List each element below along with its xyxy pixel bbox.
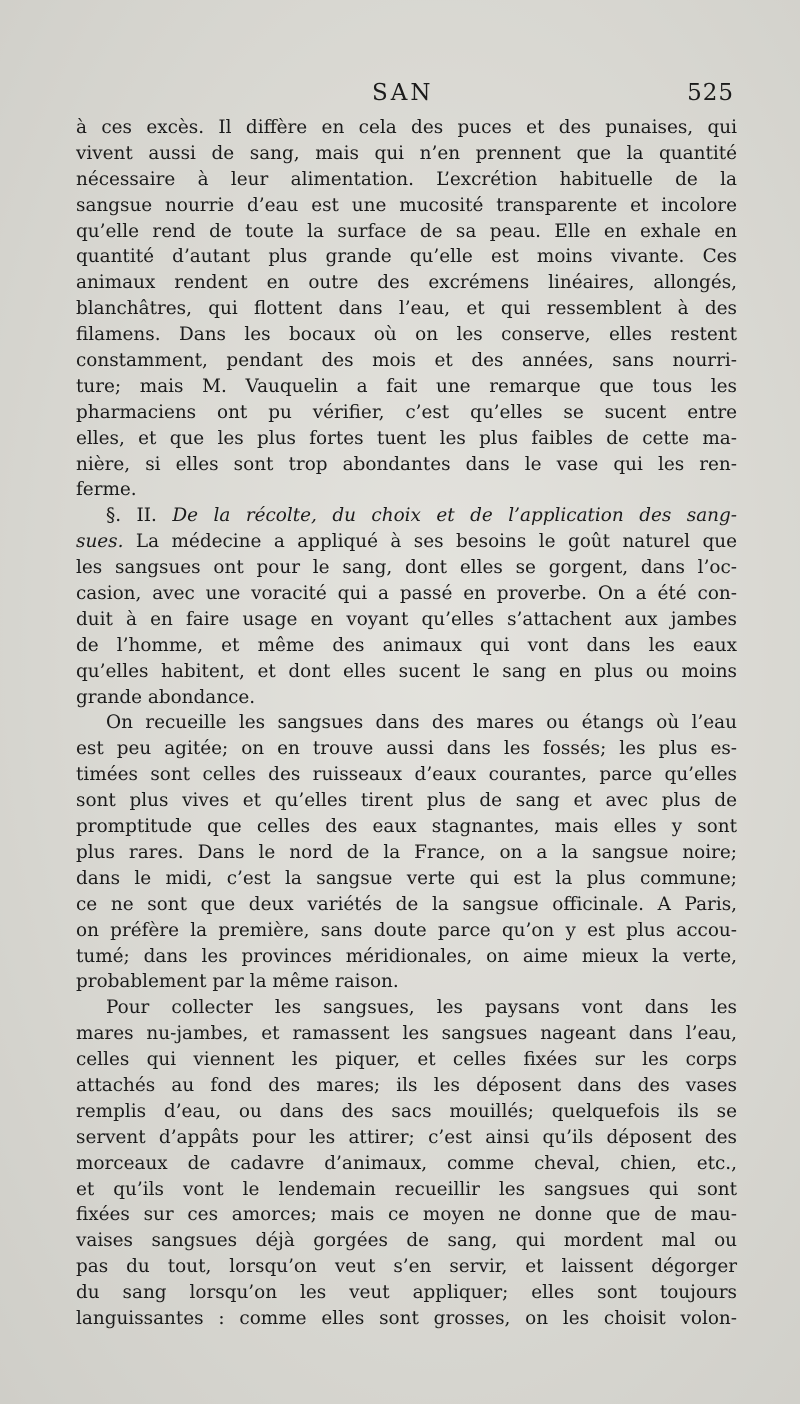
text-line: servent d’appâts pour les attirer; c’est ainsi qu’ils déposent des: [76, 1126, 737, 1148]
text-line: remplis d’eau, ou dans des sacs mouillés; quelquefois ils se: [76, 1100, 737, 1122]
text-line: casion, avec une voracité qui a passé en proverbe. On a été con-: [76, 583, 737, 605]
text-line: attachés au fond des mares; ils les déposent dans des vases: [76, 1074, 737, 1096]
text-line: grande abondance.: [76, 686, 256, 708]
section-number: §. II.: [106, 505, 157, 527]
text-line: qu’elle rend de toute la surface de sa peau. Elle en exhale en: [76, 220, 737, 242]
body-text: [76, 115, 737, 1332]
text-line: vaises sangsues déjà gorgées de sang, qui mordent mal ou: [76, 1230, 737, 1252]
text-line: languissantes : comme elles sont grosses, on les choisit volon-: [76, 1307, 737, 1329]
text-line: filamens. Dans les bocaux où on les conserve, elles restent: [76, 324, 737, 346]
text-line: on préfère la première, sans doute parce qu’on y est plus accou-: [76, 919, 737, 941]
text-line: mares nu-jambes, et ramassent les sangsues nageant dans l’eau,: [76, 1023, 737, 1045]
text-line: sangsue nourrie d’eau est une mucosité transparente et incolore: [76, 194, 737, 216]
text-line: plus rares. Dans le nord de la France, on a la sangsue noire;: [76, 841, 737, 863]
text-line: ferme.: [76, 479, 137, 501]
text-line: dans le midi, c’est la sangsue verte qui est la plus commune;: [76, 867, 737, 889]
section-title: De la récolte, du choix et de l’application des sang-: [172, 505, 737, 527]
text-line: probablement par la même raison.: [76, 971, 399, 993]
text-line: est peu agitée; on en trouve aussi dans les fossés; les plus es-: [76, 738, 737, 760]
text-line: constamment, pendant des mois et des années, sans nourri-: [76, 350, 737, 372]
text-line: tumé; dans les provinces méridionales, on aime mieux la verte,: [76, 945, 737, 967]
text-line: elles, et que les plus fortes tuent les plus faibles de cette ma-: [76, 427, 737, 449]
text-line: nière, si elles sont trop abondantes dans le vase qui les ren-: [76, 453, 737, 475]
text-line: ce ne sont que deux variétés de la sangsue officinale. A Paris,: [76, 893, 737, 915]
text-line: à ces excès. Il diffère en cela des puces et des punaises, qui: [76, 117, 737, 138]
text-line: nécessaire à leur alimentation. L’excrétion habituelle de la: [76, 168, 737, 190]
text-line: animaux rendent en outre des excrémens linéaires, allongés,: [76, 272, 737, 294]
text-line: du sang lorsqu’on les veut appliquer; elles sont toujours: [76, 1282, 737, 1304]
running-head: SAN: [372, 80, 434, 106]
text-line: promptitude que celles des eaux stagnantes, mais elles y sont: [76, 816, 737, 838]
section-title-continued: sues.: [76, 531, 124, 553]
text-line: morceaux de cadavre d’animaux, comme cheval, chien, etc.,: [76, 1152, 737, 1174]
text-line: ture; mais M. Vauquelin a fait une remarque que tous les: [76, 375, 737, 397]
text-line: pas du tout, lorsqu’on veut s’en servir, et laissent dégorger: [76, 1256, 737, 1278]
text-line: celles qui viennent les piquer, et celles fixées sur les corps: [76, 1049, 737, 1071]
text-line: sont plus vives et qu’elles tirent plus de sang et avec plus de: [76, 790, 737, 812]
text-line: qu’elles habitent, et dont elles sucent le sang en plus ou moins: [76, 660, 737, 682]
text-line: On recueille les sangsues dans des mares ou étangs où l’eau: [106, 712, 737, 734]
text-line: les sangsues ont pour le sang, dont elles se gorgent, dans l’oc-: [76, 557, 737, 579]
text-line: fixées sur ces amorces; mais ce moyen ne donne que de mau-: [76, 1204, 737, 1226]
text-line: duit à en faire usage en voyant qu’elles s’attachent aux jambes: [76, 608, 737, 630]
section-heading: [76, 503, 737, 529]
text-line: timées sont celles des ruisseaux d’eaux courantes, parce qu’elles: [76, 764, 737, 786]
page-header: [76, 78, 736, 118]
text-line: [76, 529, 737, 555]
page-number: 525: [687, 80, 734, 106]
text-line: de l’homme, et même des animaux qui vont dans les eaux: [76, 634, 737, 656]
text-line: et qu’ils vont le lendemain recueillir les sangsues qui sont: [76, 1178, 737, 1200]
text-line: Pour collecter les sangsues, les paysans vont dans les: [106, 997, 737, 1019]
text-line: quantité d’autant plus grande qu’elle est moins vivante. Ces: [76, 246, 737, 268]
text-line: blanchâtres, qui flottent dans l’eau, et qui ressemblent à des: [76, 298, 737, 320]
text-line: vivent aussi de sang, mais qui n’en prennent que la quantité: [76, 142, 737, 164]
text-fragment: La médecine a appliqué à ses besoins le goût naturel que: [135, 531, 737, 553]
text-line: pharmaciens ont pu vérifier, c’est qu’elles se sucent entre: [76, 401, 737, 423]
